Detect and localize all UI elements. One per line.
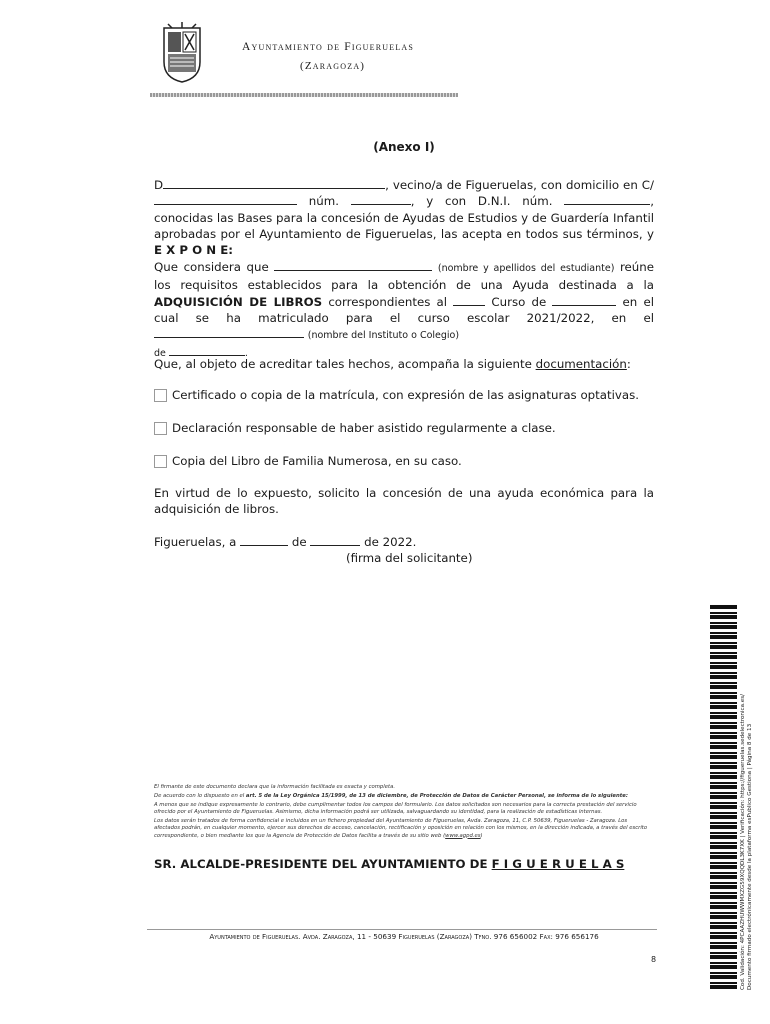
- barcode-stripe: [710, 762, 737, 764]
- barcode-stripe: [710, 815, 737, 819]
- day-blank: [240, 535, 288, 546]
- header-divider: [150, 93, 458, 97]
- check-row-libro-familia: [154, 454, 462, 468]
- student-blank: [274, 260, 432, 271]
- barcode-icon: [710, 605, 737, 991]
- barcode-stripe: [710, 612, 737, 614]
- barcode-stripe: [710, 812, 737, 814]
- check-label-libro-familia: Copia del Libro de Familia Numerosa, en su caso.: [172, 454, 462, 468]
- expone-label: E X P O N E:: [154, 243, 234, 258]
- barcode-stripe: [710, 922, 737, 924]
- barcode-stripe: [710, 665, 737, 669]
- barcode-stripe: [710, 795, 737, 799]
- barcode-stripe: [710, 722, 737, 724]
- barcode-stripe: [710, 845, 737, 849]
- text-reune: reúne los requisitos establecidos para la obtención de una Ayuda destinada a la: [154, 260, 655, 293]
- barcode-stripe: [710, 782, 737, 784]
- barcode-stripe: [710, 982, 737, 984]
- addressee-town: F I G U E R U E L A S: [491, 857, 625, 871]
- barcode-stripe: [710, 692, 737, 694]
- text-de-1: de: [288, 535, 311, 549]
- text-vecino: , vecino/a de Figueruelas, con domicilio en C/: [385, 178, 654, 192]
- barcode-stripe: [710, 732, 737, 734]
- text-considera: Que considera que: [154, 260, 275, 274]
- paragraph-request: En virtud de lo expuesto, solicito la concesión de una ayuda económica para la adquisición de libros.: [154, 486, 654, 517]
- agpd-link[interactable]: www.agpd.es: [445, 832, 481, 839]
- barcode-stripe: [710, 835, 737, 839]
- text-num: núm.: [297, 194, 351, 209]
- barcode-stripe: [710, 975, 737, 979]
- paragraph-documentation: [154, 356, 654, 372]
- checkbox-matricula[interactable]: [154, 389, 167, 402]
- barcode-stripe: [710, 645, 737, 649]
- barcode-stripe: [710, 792, 737, 794]
- barcode-stripe: [710, 625, 737, 629]
- barcode-stripe: [710, 642, 737, 644]
- barcode-stripe: [710, 912, 737, 914]
- check-label-asistencia: Declaración responsable de haber asistido regularmente a clase.: [172, 421, 556, 435]
- barcode-stripe: [710, 695, 737, 699]
- text-colon: :: [626, 357, 631, 371]
- barcode-stripe: [710, 712, 737, 714]
- barcode-stripe: [710, 972, 737, 974]
- side-validation-text: [740, 610, 754, 990]
- barcode-stripe: [710, 655, 737, 659]
- barcode-stripe: [710, 755, 737, 759]
- fine-print-line-1: El firmante de este documento declara que la información facilitada es exacta y completa.: [154, 784, 396, 790]
- fine-print-line-2: [154, 793, 654, 800]
- checkbox-asistencia[interactable]: [154, 422, 167, 435]
- barcode-stripe: [710, 882, 737, 884]
- barcode-stripe: [710, 682, 737, 684]
- adquisicion-libros-label: ADQUISICIÓN DE LIBROS: [154, 294, 323, 309]
- barcode-stripe: [710, 765, 737, 769]
- barcode-stripe: [710, 635, 737, 639]
- addressee-text: SR. ALCALDE-PRESIDENTE DEL AYUNTAMIENTO DE: [154, 857, 492, 871]
- side-text-line-2: Documento firmado electrónicamente desde la plataforma esPublico Gestiona | Página 8 de 13: [747, 723, 753, 990]
- barcode-stripe: [710, 825, 737, 829]
- barcode-stripe: [710, 892, 737, 894]
- addressee: [154, 857, 624, 871]
- barcode-stripe: [710, 735, 737, 739]
- barcode-stripe: [710, 702, 737, 704]
- course-blank: [453, 295, 485, 306]
- barcode-stripe: [710, 802, 737, 804]
- barcode-stripe: [710, 905, 737, 909]
- barcode-stripe: [710, 772, 737, 774]
- footer-divider: [147, 929, 657, 930]
- signature-label: (firma del solicitante): [346, 551, 473, 565]
- barcode-stripe: [710, 875, 737, 879]
- school-blank: [154, 327, 304, 338]
- barcode-stripe: [710, 672, 737, 674]
- text-d: D: [154, 178, 164, 192]
- barcode-stripe: [710, 605, 737, 609]
- check-row-asistencia: [154, 421, 556, 435]
- barcode-stripe: [710, 935, 737, 939]
- barcode-stripe: [710, 822, 737, 824]
- month-blank: [310, 535, 360, 546]
- barcode-stripe: [710, 902, 737, 904]
- side-text-line-1: Cod. Validación: 4PCAAZHUWWMXZG59XQQDL3K7XK | Verificación: https://figueruelas.sedelectronica.es/: [740, 693, 746, 990]
- hint-student-name: (nombre y apellidos del estudiante): [437, 263, 615, 274]
- barcode-stripe: [710, 842, 737, 844]
- name-blank: [163, 178, 385, 189]
- street-blank: [154, 194, 297, 205]
- text-correspondientes: correspondientes al: [322, 294, 454, 309]
- barcode-stripe: [710, 895, 737, 899]
- barcode-stripe: [710, 632, 737, 634]
- barcode-stripe: [710, 675, 737, 679]
- barcode-stripe: [710, 955, 737, 959]
- barcode-stripe: [710, 705, 737, 709]
- barcode-stripe: [710, 872, 737, 874]
- fine-print-line-4: [154, 818, 654, 839]
- barcode-stripe: [710, 615, 737, 619]
- barcode-stripe: [710, 622, 737, 624]
- fine-print-l2b: art. 5 de la Ley Orgánica 15/1999, de 13 de diciembre, de Protección de Datos de Carácter Personal, se informa de lo siguiente:: [245, 793, 629, 800]
- number-blank: [351, 194, 411, 205]
- text-period: .: [244, 348, 248, 360]
- barcode-stripe: [710, 805, 737, 809]
- dni-blank: [564, 194, 650, 205]
- check-label-matricula: Certificado o copia de la matrícula, con expresión de las asignaturas optativas.: [172, 388, 640, 402]
- barcode-stripe: [710, 745, 737, 749]
- barcode-stripe: [710, 752, 737, 754]
- barcode-stripe: [710, 715, 737, 719]
- barcode-stripe: [710, 862, 737, 864]
- header-title: Ayuntamiento de Figueruelas: [242, 41, 415, 53]
- page-number: 8: [651, 955, 657, 964]
- barcode-stripe: [710, 742, 737, 744]
- paragraph-declarant: [154, 177, 654, 258]
- barcode-stripe: [710, 952, 737, 954]
- barcode-stripe: [710, 925, 737, 929]
- header-subtitle: (Zaragoza): [300, 60, 366, 72]
- barcode-stripe: [710, 725, 737, 729]
- text-bases: , conocidas las Bases para la concesión de Ayudas de Estudios y de Guardería Infantil aprobadas por el Ayuntamiento de Figueruelas, las acepta en todos sus términos, y: [154, 194, 654, 241]
- text-de: de: [154, 348, 169, 360]
- barcode-stripe: [710, 662, 737, 664]
- checkbox-libro-familia[interactable]: [154, 455, 167, 468]
- barcode-stripe: [710, 962, 737, 964]
- barcode-stripe: [710, 885, 737, 889]
- barcode-stripe: [710, 965, 737, 969]
- documentacion-label: documentación: [535, 357, 627, 371]
- barcode-stripe: [710, 932, 737, 934]
- text-curso-de: Curso de: [485, 294, 553, 309]
- fine-print-l4: Los datos serán tratados de forma confidencial e incluidos en un fichero propiedad del Ayuntamiento de Figueruelas, Avda. Zaragoza, 11, C.P. 50639, Figueruelas - Zaragoza. Los afectados podrán, en cualquier momento, ejercer sus derechos de acceso, cancelación, rectificación y oposición en relación con los mismos, en la dirección indicada, a través del escrito correspondiente, o bien mediante los que la Agencia de Protección de Datos facilita a través de su sitio web (: [154, 818, 648, 839]
- barcode-stripe: [710, 865, 737, 869]
- barcode-stripe: [710, 832, 737, 834]
- footer-address: Ayuntamiento de Figueruelas. Avda. Zaragoza, 11 - 50639 Figueruelas (Zaragoza) Tfno. 976 656002 Fax: 976 656176: [209, 932, 599, 941]
- text-year: de 2022.: [360, 535, 417, 549]
- text-acompana: Que, al objeto de acreditar tales hechos, acompaña la siguiente: [154, 357, 536, 371]
- text-dni: , y con D.N.I. núm.: [410, 194, 565, 209]
- barcode-stripe: [710, 685, 737, 689]
- paragraph-student: [154, 259, 654, 363]
- date-line: [154, 535, 654, 549]
- barcode-stripe: [710, 775, 737, 779]
- fine-print-l4end: ): [480, 832, 483, 839]
- barcode-stripe: [710, 945, 737, 949]
- hint-school-name: (nombre del Instituto o Colegio): [307, 330, 460, 342]
- fine-print: [154, 784, 654, 840]
- fine-print-line-3: A menos que se indique expresamente lo contrario, debe cumplimentar todos los campos del formulario. Los datos solicitados son necesarios para la correcta prestación del servicio ofrecido por el Ayuntamiento de Figueruelas. Asimismo, dicha información podrá ser utilizada, salvaguardando su identidad, para la realización de estadísticas internas.: [154, 802, 637, 816]
- annex-title: (Anexo I): [373, 140, 435, 154]
- fine-print-l2a: De acuerdo con lo dispuesto en el: [154, 793, 246, 800]
- barcode-stripe: [710, 852, 737, 854]
- barcode-stripe: [710, 985, 737, 989]
- barcode-stripe: [710, 915, 737, 919]
- barcode-stripe: [710, 652, 737, 654]
- text-figueruelas-a: Figueruelas, a: [154, 535, 241, 549]
- barcode-stripe: [710, 785, 737, 789]
- locality-blank: [169, 345, 245, 356]
- barcode-stripe: [710, 942, 737, 944]
- level-blank: [552, 295, 616, 306]
- barcode-stripe: [710, 855, 737, 859]
- text-matriculado: en el cual se ha matriculado para el curso escolar 2021/2022, en el: [154, 294, 654, 325]
- crest-icon: [160, 22, 204, 84]
- check-row-matricula: [154, 388, 639, 402]
